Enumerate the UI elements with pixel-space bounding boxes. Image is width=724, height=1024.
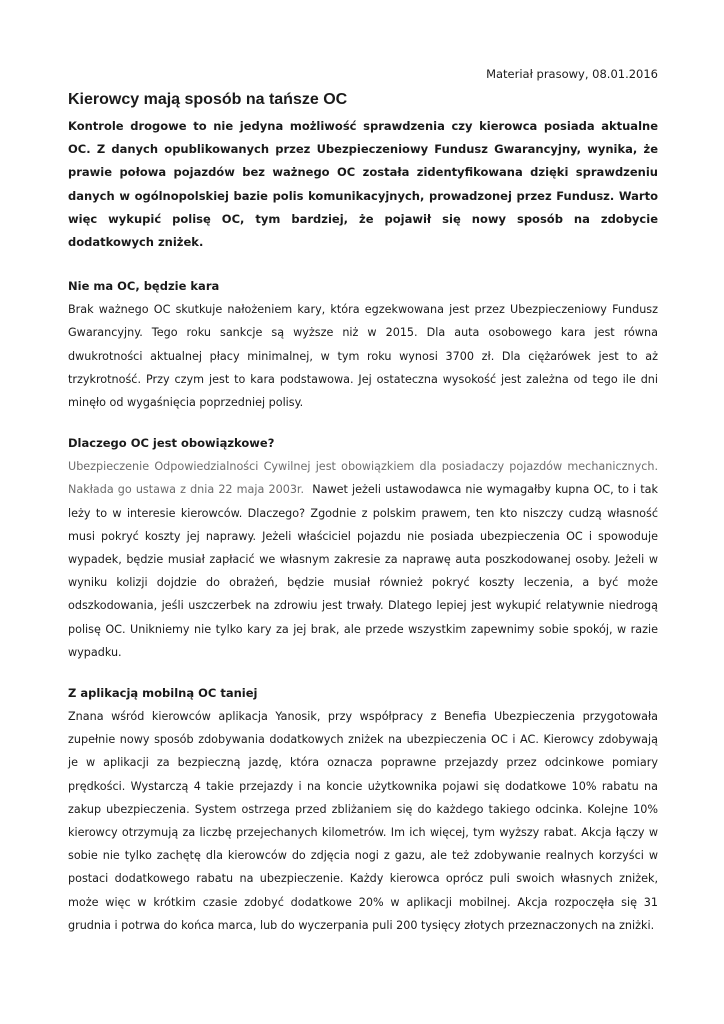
section-penalty [68, 275, 658, 414]
section-body-gray: Ubezpieczenie Odpowiedzialności Cywilnej jest obowiązkiem dla posiadaczy pojazdów mechanicznych. Nakłada go ustawa z dnia 22 maja 2003r. [68, 460, 658, 497]
section-why-mandatory [68, 432, 658, 664]
section-heading: Dlaczego OC jest obowiązkowe? [68, 436, 275, 451]
section-body: Znana wśród kierowców aplikacja Yanosik, przy współpracy z Benefia Ubezpieczenia przygotowała zupełnie nowy sposób zdobywania dodatkowych zniżek na ubezpieczenia OC i AC. Kierowcy zdobywają je w aplikacji za bezpieczną jazdę, która oznacza poprawne przejazdy przez odcinkowe pomiary prędkości. Wystarczą 4 takie przejazdy i na koncie użytkownika pojawi się dodatkowe 10% rabatu na zakup ubezpieczenia. System ostrzega przed zbliżaniem się do każdego takiego odcinka. Kolejne 10% kierowcy otrzymują za liczbę przejechanych kilometrów. Im ich więcej, tym wyższy rabat. Akcja łączy w sobie nie tylko zachętę dla kierowców do zdjęcia nogi z gazu, ale też zdobywanie realnych korzyści w postaci dodatkowego rabatu na ubezpieczenie. Każdy kierowca oprócz puli swoich własnych zniżek, może więc w krótkim czasie zdobyć dodatkowe 20% w aplikacji mobilnej. Akcja rozpoczęła się 31 grudnia i potrwa do końca marca, lub do wyczerpania puli 200 tysięcy złotych przeznaczonych na zniżki. [68, 710, 658, 932]
section-body: Brak ważnego OC skutkuje nałożeniem kary, która egzekwowana jest przez Ubezpieczeniowy Fundusz Gwarancyjny. Tego roku sankcje są wyższe niż w 2015. Dla auta osobowego kara jest równa dwukrotności aktualnej płacy minimalnej, w tym roku wynosi 3700 zł. Dla ciężarówek jest to aż trzykrotność. Przy czym jest to kara podstawowa. Jej ostateczna wysokość jest zależna od tego ile dni minęło od wygaśnięcia poprzedniej polisy. [68, 303, 658, 410]
section-body-rest: Nawet jeżeli ustawodawca nie wymagałby kupna OC, to i tak leży to w interesie kierowców. Dlaczego? Zgodnie z polskim prawem, ten kto niszczy cudzą własność musi pokryć koszty jej naprawy. Jeżeli właściciel pojazdu nie posiada ubezpieczenia OC i spowoduje wypadek, będzie musiał zapłacić we własnym zakresie za naprawę auta poszkodowanej osoby. Jeżeli w wyniku kolizji dojdzie do obrażeń, będzie musiał również pokryć koszty leczenia, a być może odszkodowania, jeśli uszczerbek na zdrowiu jest trwały. Dlatego lepiej jest wykupić relatywnie niedrogą polisę OC. Unikniemy nie tylko kary za jej brak, ale przede wszystkim zapewnimy sobie spokój, w razie wypadku. [68, 483, 658, 659]
section-heading: Nie ma OC, będzie kara [68, 279, 220, 294]
section-body [68, 455, 658, 664]
press-release-date: Materiał prasowy, 08.01.2016 [486, 67, 658, 81]
section-mobile-app [68, 682, 658, 937]
section-heading: Z aplikacją mobilną OC taniej [68, 686, 258, 701]
document-page [68, 66, 658, 937]
article-lead: Kontrole drogowe to nie jedyna możliwość sprawdzenia czy kierowca posiada aktualne OC. Z danych opublikowanych przez Ubezpieczeniowy Fundusz Gwarancyjny, wynika, że prawie połowa pojazdów bez ważnego OC została zidentyfikowana dzięki sprawdzeniu danych w ogólnopolskiej bazie polis komunikacyjnych, prowadzonej przez Fundusz. Warto więc wykupić polisę OC, tym bardziej, że pojawił się nowy sposób na zdobycie dodatkowych zniżek. [68, 119, 658, 250]
article-title: Kierowcy mają sposób na tańsze OC [68, 91, 348, 108]
